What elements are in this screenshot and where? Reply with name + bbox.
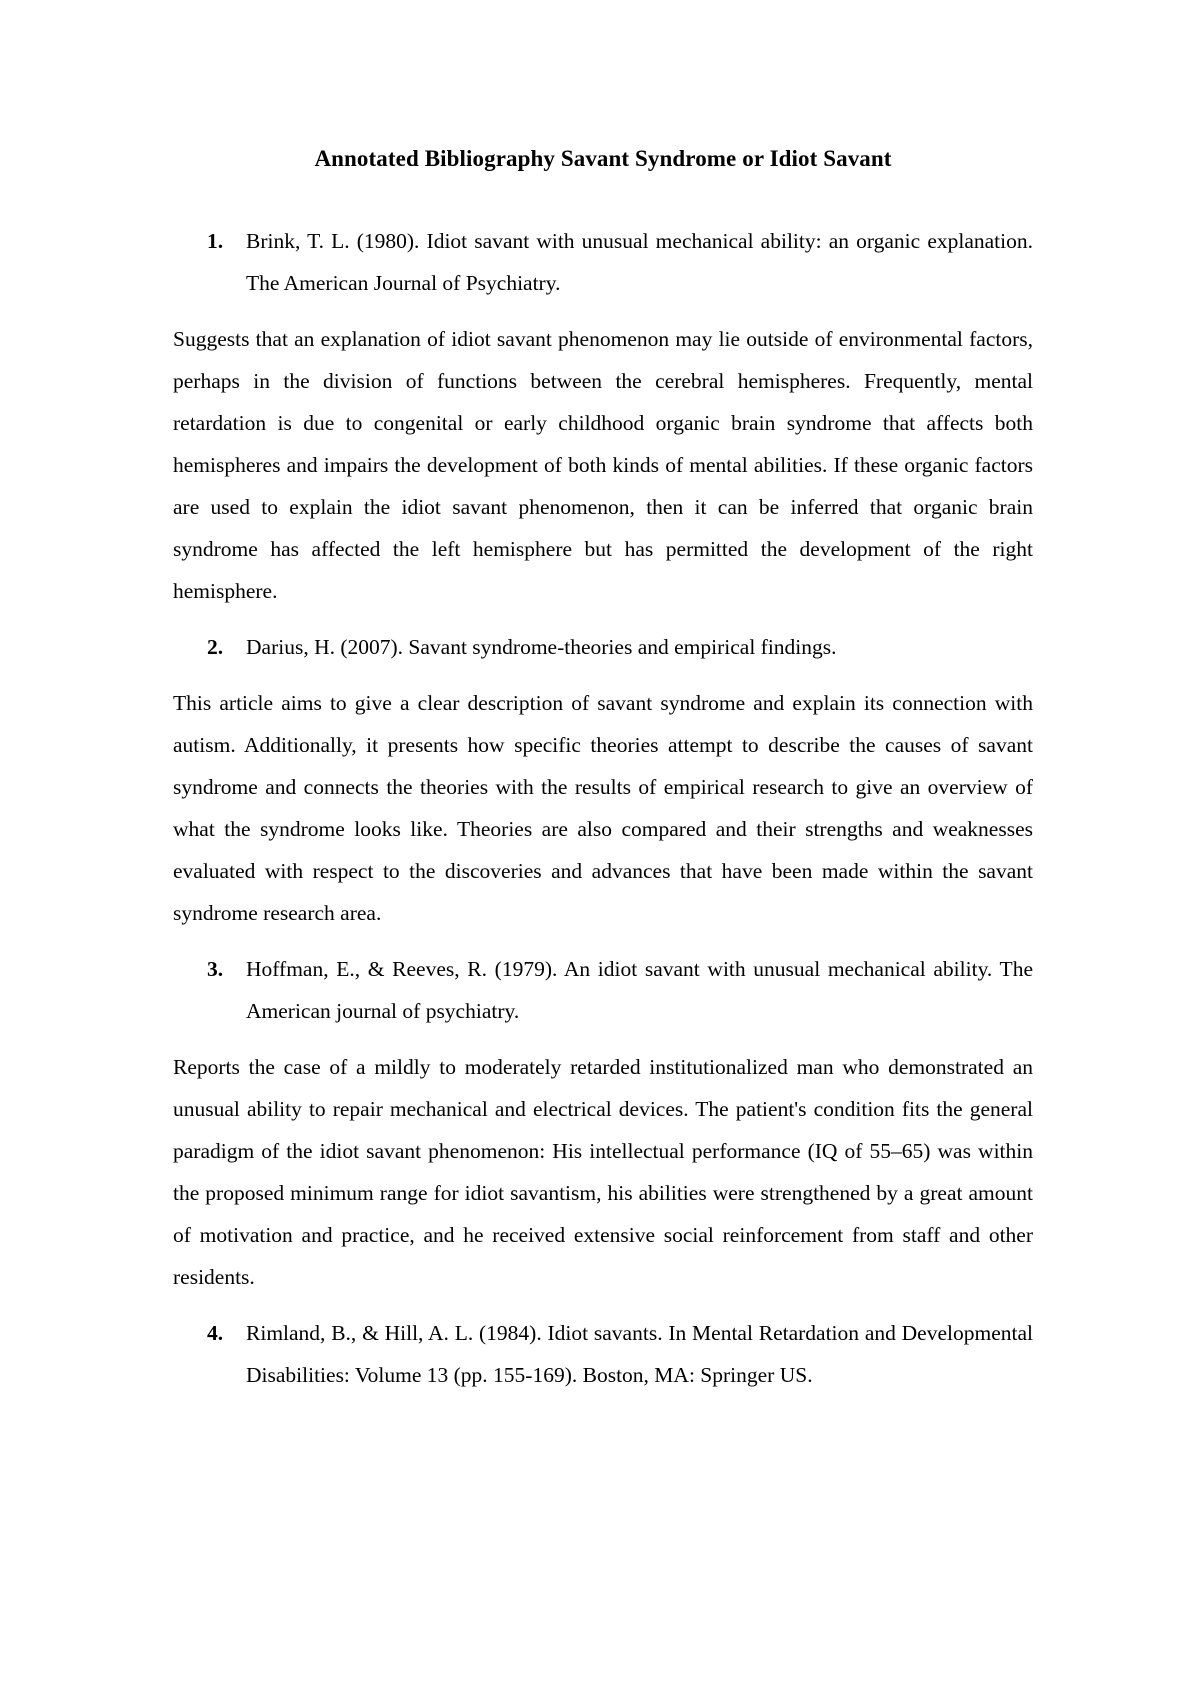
entry-citation: Brink, T. L. (1980). Idiot savant with unusual mechanical ability: an organic explanation. The American Journal of Psychiatry. [246, 229, 1033, 295]
bibliography-entry [173, 1312, 1033, 1396]
entry-annotation: Suggests that an explanation of idiot savant phenomenon may lie outside of environmental factors, perhaps in the division of functions between the cerebral hemispheres. Frequently, mental retardation is due to congenital or early childhood organic brain syndrome that affects both hemispheres and impairs the development of both kinds of mental abilities. If these organic factors are used to explain the idiot savant phenomenon, then it can be inferred that organic brain syndrome has affected the left hemisphere but has permitted the development of the right hemisphere. [173, 327, 1033, 603]
document-body [173, 142, 1033, 1410]
bibliography-entry [173, 626, 1033, 668]
entry-number: 2. [207, 635, 224, 659]
entry-annotation: This article aims to give a clear description of savant syndrome and explain its connection with autism. Additionally, it presents how specific theories attempt to describe the causes of savant syndrome and connects the theories with the results of empirical research to give an overview of what the syndrome looks like. Theories are also compared and their strengths and weaknesses evaluated with respect to the discoveries and advances that have been made within the savant syndrome research area. [173, 691, 1033, 925]
entry-number: 1. [207, 229, 224, 253]
bibliography-entry [173, 220, 1033, 304]
document-title: Annotated Bibliography Savant Syndrome or Idiot Savant [314, 146, 892, 171]
entry-citation: Rimland, B., & Hill, A. L. (1984). Idiot savants. In Mental Retardation and Developmental Disabilities: Volume 13 (pp. 155-169). Boston, MA: Springer US. [246, 1321, 1033, 1387]
entry-citation: Hoffman, E., & Reeves, R. (1979). An idiot savant with unusual mechanical ability. The American journal of psychiatry. [246, 957, 1033, 1023]
entry-number: 3. [207, 957, 224, 981]
entry-annotation: Reports the case of a mildly to moderately retarded institutionalized man who demonstrated an unusual ability to repair mechanical and electrical devices. The patient's condition fits the general paradigm of the idiot savant phenomenon: His intellectual performance (IQ of 55–65) was within the proposed minimum range for idiot savantism, his abilities were strengthened by a great amount of motivation and practice, and he received extensive social reinforcement from staff and other residents. [173, 1055, 1033, 1289]
entry-number: 4. [207, 1321, 224, 1345]
entry-citation: Darius, H. (2007). Savant syndrome-theories and empirical findings. [246, 635, 837, 659]
bibliography-entry [173, 948, 1033, 1032]
